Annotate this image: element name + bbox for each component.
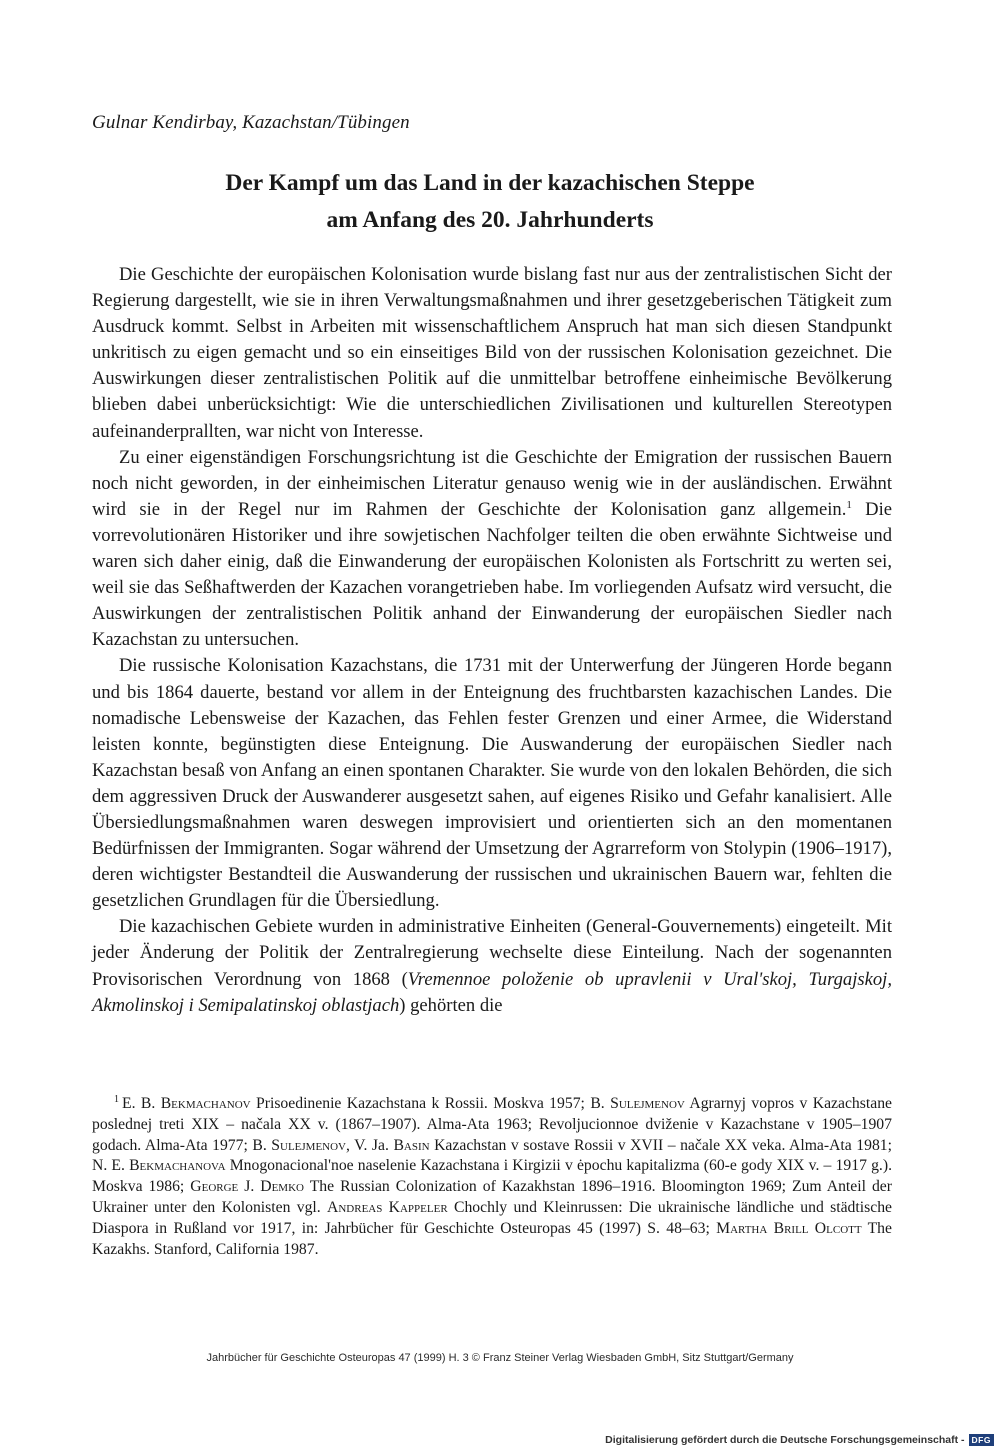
dfg-logo: DFG bbox=[969, 1434, 994, 1446]
footnote-author-name: Basin bbox=[393, 1136, 430, 1154]
footnote-text-segment: , V. Ja. bbox=[346, 1136, 394, 1154]
paragraph-1: Die Geschichte der europäischen Kolonisation wurde bislang fast nur aus der zentralistischen Sicht der Regierung dargestellt, wie sie in ihren Verwaltungsmaßnahmen und ihrer gesetzgeberischen Tätigkeit zum Ausdruck kommt. Selbst in Arbeiten mit wissenschaftlichem Anspruch hat man sich diesen Standpunkt unkritisch zu eigen gemacht und so ein einseitiges Bild von der russischen Kolonisation gezeichnet. Die Auswirkungen dieser zentralistischen Politik auf die unmittelbar betroffene einheimische Bevölkerung blieben dabei unberücksichtigt: Wie die unterschiedlichen Zivilisationen und kulturellen Stereotypen aufeinanderprallten, war nicht von Interesse. bbox=[92, 264, 892, 442]
paragraph-2-part-b: Die vorrevolutionären Historiker und ihre sowjetischen Nachfolger teilten die oben erwähnte Sichtweise und waren sich daher einig, daß die Einwanderung der europäischen Kolonisten als Fortschritt zu werten sei, weil sie das Seßhaftwerden der Kazachen vorangetrieben habe. Im vorliegenden Aufsatz wird versucht, die Auswirkungen der zentralistischen Politik anhand der Einwanderung der europäischen Siedler nach Kazachstan zu untersuchen. bbox=[92, 498, 892, 651]
footnote-author-name: Bekmachanova bbox=[129, 1157, 226, 1175]
article-body bbox=[92, 262, 892, 1019]
paragraph-2 bbox=[92, 445, 892, 654]
journal-citation-line: Jahrbücher für Geschichte Osteuropas 47 (1999) H. 3 © Franz Steiner Verlag Wiesbaden GmbH, Sitz Stuttgart/Germany bbox=[206, 1352, 794, 1364]
footnote-1 bbox=[92, 1094, 892, 1260]
footnote-author-name: George J. Demko bbox=[190, 1178, 304, 1196]
footnotes bbox=[92, 1094, 892, 1260]
title-line-2: am Anfang des 20. Jahrhunderts bbox=[326, 207, 654, 233]
paragraph-2-part-a: Zu einer eigenständigen Forschungsrichtung ist die Geschichte der Emigration der russischen Bauern noch nicht geworden, in der einheimischen Literatur genauso wenig wie in der ausländischen. Erwähnt wird sie in der Regel nur im Rahmen der Geschichte der Kolonisation ganz allgemein. bbox=[92, 446, 892, 520]
footnote-text-segment: Chochly und Kleinrussen: Die ukrainische ländliche und städtische Diaspora in Rußland vor 1917, in: Jahrbücher für Geschichte Osteuropas 45 (1997) S. 48–63; bbox=[92, 1198, 892, 1237]
article-title bbox=[120, 165, 860, 239]
footnote-text-segment: E. B. bbox=[122, 1095, 161, 1112]
footnote-author-name: Sulejmenov bbox=[271, 1136, 347, 1154]
footnote-author-name: Sulejmenov bbox=[610, 1095, 685, 1112]
paragraph-3: Die russische Kolonisation Kazachstans, die 1731 mit der Unterwerfung der Jüngeren Horde begann und bis 1864 dauerte, bestand vor allem in der Enteignung des fruchtbarsten kazachischen Landes. Die nomadische Lebensweise der Kazachen, das Fehlen fester Grenzen und einer Armee, die Widerstand leisten konnte, begünstigten diese Enteignung. Die Auswanderung der europäischen Siedler nach Kazachstan besaß von Anfang an einen spontanen Charakter. Sie wurde von den lokalen Behörden, die sich dem aggressiven Druck der Auswanderer ausgesetzt sahen, auf eigenes Risiko und Gefahr kanalisiert. Alle Übersiedlungsmaßnahmen waren deswegen improvisiert und orientierten sich an den momentanen Bedürfnissen der Immigranten. Sogar während der Umsetzung der Agrarreform von Stolypin (1906–1917), deren wichtigster Bestandteil die Auswanderung der russischen und ukrainischen Bauern war, fehlten die gesetzlichen Grundlagen für die Übersiedlung. bbox=[92, 655, 892, 912]
footnote-author-name: Andreas Kappeler bbox=[327, 1198, 448, 1216]
footnote-text-segment: The Russian Colonization of Kazakhstan 1896–1916. Bloomington 1969; Zum Anteil der Ukrainer unter den Kolonisten vgl. bbox=[92, 1178, 892, 1216]
footnote-text-segment: The Kazakhs. Stanford, California 1987. bbox=[92, 1219, 892, 1258]
footnote-text-segment: Kazachstan v sostave Rossii v XVII – načale XX veka. Alma-Ata 1981; N. E. bbox=[92, 1136, 892, 1175]
footnote-text bbox=[92, 1095, 892, 1258]
paragraph-4-part-a: Die kazachischen Gebiete wurden in administrative Einheiten (General-Gouvernements) eingeteilt. Mit jeder Änderung der Politik der Zentralregierung wechselte diese Einteilung. Nach der sogenannten Provisorischen Verordnung von 1868 ( bbox=[92, 916, 892, 990]
footnote-author-name: Bekmachanov bbox=[160, 1095, 251, 1112]
footnote-text-segment: Prisoedinenie Kazachstana k Rossii. Moskva 1957; B. bbox=[250, 1095, 611, 1112]
dfg-funding-notice bbox=[605, 1434, 994, 1446]
footnote-author-name: Martha Brill Olcott bbox=[716, 1219, 862, 1237]
paragraph-4 bbox=[92, 914, 892, 1018]
footnote-text-segment: Mnogonacional'noe naselenie Kazachstana i Kirgizii v ėpochu kapitalizma (60-e gody XIX v. – 1917 g.). Moskva 1986; bbox=[92, 1157, 892, 1196]
title-line-1: Der Kampf um das Land in der kazachischen Steppe bbox=[225, 170, 755, 196]
author-line: Gulnar Kendirbay, Kazachstan/Tübingen bbox=[92, 112, 410, 133]
footnote-text-segment: Agrarnyj vopros v Kazachstane poslednej treti XIX – načala XX v. (1867–1907). Alma-Ata 1963; Revoljucionnoe dviženie v Kazachstane v 1905–1907 godach. Alma-Ata 1977; B. bbox=[92, 1095, 892, 1154]
paragraph-4-italic-title: Vremennoe položenie ob upravlenii v Ural'skoj, Turgajskoj, Akmolinskoj i Semipalatinskoj oblastjach bbox=[92, 968, 892, 1016]
footnote-mark: 1 bbox=[114, 1093, 119, 1105]
paragraph-4-part-b: ) gehörten die bbox=[399, 994, 503, 1016]
dfg-funding-text: Digitalisierung gefördert durch die Deutsche Forschungsgemeinschaft - bbox=[605, 1434, 965, 1446]
footnote-reference: 1 bbox=[846, 498, 852, 511]
